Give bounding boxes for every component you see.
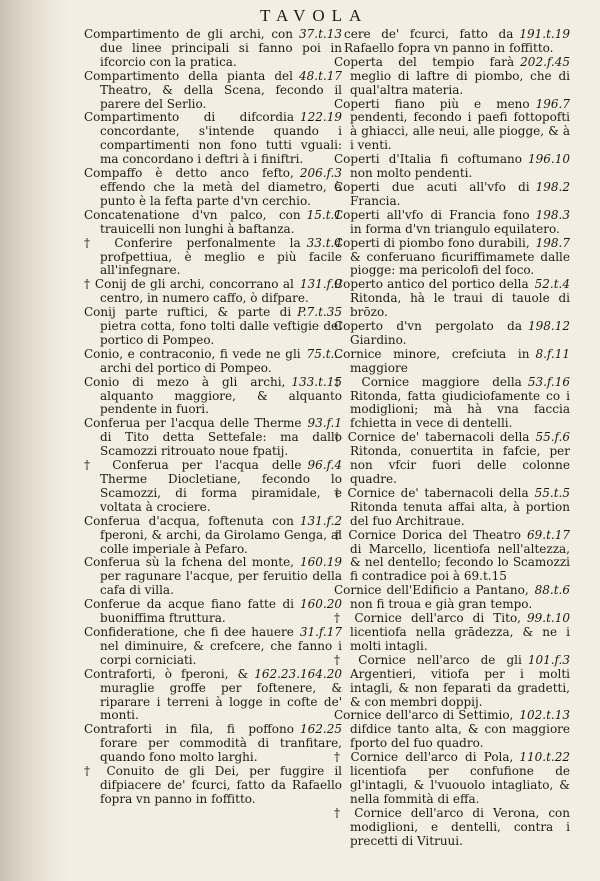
index-entry — [334, 98, 570, 154]
entry-text: Conferua per l'acqua delle Therme di Tito detta Settefale: ma dallo Scamozzi ritrouato noue fpatij. — [84, 416, 342, 459]
page-reference: 96.f.4 — [307, 458, 342, 473]
index-entry — [84, 723, 342, 765]
index-entry — [334, 278, 570, 320]
page-reference: 99.t.10 — [527, 611, 570, 626]
entry-text: Compartimento de gli archi, con due linee principali si fanno poi in ifcorcio con la pratica. — [84, 27, 342, 69]
index-entry — [84, 70, 342, 112]
page-reference: 15.t.1 — [306, 207, 342, 222]
index-entry — [84, 765, 342, 807]
index-entry — [334, 181, 570, 209]
entry-text: † Cornice dell'arco di Pola, licentiofa per confufione de gl'intagli, & l'vuouolo intagliato, & nella fommità di effa. — [334, 750, 570, 806]
page-reference: 110.t.22 — [519, 750, 570, 765]
page-reference: 55.t.5 — [534, 485, 570, 500]
index-entry — [84, 111, 342, 167]
index-entry — [334, 431, 570, 487]
page-reference: 69.t.17 — [527, 527, 570, 542]
running-head: TAVOLA — [260, 6, 369, 25]
entry-text: Conio, e contraconio, fi vede ne gli archi del portico di Pompeo. — [84, 346, 301, 375]
entry-text: † Cornice dell'arco di Verona, con modiglioni, e dentelli, contra i precetti di Vitruui. — [334, 805, 570, 848]
page-reference: 131.f.9 — [299, 277, 342, 292]
index-entry — [334, 807, 570, 849]
entry-text: Conferua d'acqua, foftenuta con fperoni, & archi, da Girolamo Genga, al colle imperiale à Pefaro. — [84, 513, 342, 556]
index-entry — [84, 306, 342, 348]
index-entry — [84, 668, 342, 724]
page-reference: 198.12 — [528, 319, 570, 334]
page-reference: 162.25 — [300, 722, 342, 737]
entry-text: † Conferire perfonalmente la profpettiua, è meglio e più facile all'infegnare. — [84, 235, 342, 278]
index-entry — [84, 556, 342, 598]
entry-text: Coperti d'Italia fi coftumano non molto pendenti. — [334, 152, 522, 181]
page-reference: 93.f.1 — [307, 416, 342, 431]
entry-text: Concatenatione d'vn palco, con trauicelli non lunghi à baftanza. — [84, 207, 301, 236]
index-entry — [84, 417, 342, 459]
page-reference: 131.f.2 — [299, 513, 342, 528]
index-entry — [334, 376, 570, 432]
page-reference: 48.t.17 — [299, 68, 342, 83]
page-reference: 198.7 — [535, 235, 570, 250]
page-reference: 191.t.19 — [519, 27, 570, 41]
index-entry — [334, 56, 570, 98]
index-entry — [84, 626, 342, 668]
entry-text: Conio di mezo à gli archi, alquanto maggiore, & alquanto pendente in fuori. — [84, 374, 342, 417]
entry-text: Compartimento della pianta del Theatro, & della Scena, fecondo il parere del Serlio. — [84, 68, 342, 111]
entry-text: † Cornice dell'arco di Tito, licentiofa nella grādezza, & ne i molti intagli. — [334, 611, 570, 653]
index-entry — [84, 167, 342, 209]
index-entry — [84, 376, 342, 418]
index-entry — [84, 459, 342, 515]
page-reference: 160.20 — [300, 597, 342, 612]
page-reference: 8.f.11 — [535, 346, 570, 361]
entry-text: Confideratione, che fi dee hauere nel diminuire, & crefcere, che fanno i corpi corniciati. — [84, 624, 342, 667]
index-entry — [334, 584, 570, 612]
index-entry — [334, 348, 570, 376]
page-reference: 122.19 — [300, 110, 342, 125]
entry-text: Coperti di piombo fono durabili, & conferuano ficuriffimamete dalle piogge: ma pericolofi del foco. — [334, 235, 570, 278]
index-entry — [334, 153, 570, 181]
page-reference: 75.t... — [306, 346, 342, 361]
entry-text: † Cornice maggiore della Ritonda, fatta giudiciofamente co i modiglioni; mà hà vna faccia fchietta in vece di dentelli. — [334, 374, 570, 431]
entry-text: Coperta del tempio farà meglio di laftre di piombo, che di qual'altra materia. — [334, 54, 570, 97]
page-reference: 101.f.3 — [527, 652, 570, 667]
page-reference: 162.23.164.20 — [254, 666, 342, 681]
entry-text: Conferue da acque fiano fatte di buoniffima ftruttura. — [84, 597, 294, 626]
entry-text: † Conij de gli archi, concorrano al centro, in numero caffo, ò difpare. — [84, 277, 309, 306]
page-reference: 206.f.3 — [299, 166, 342, 181]
page-reference: 53.f.16 — [527, 374, 570, 389]
page-reference: 196.7 — [535, 96, 570, 111]
entry-text: Coperti all'vfo di Francia fono in forma d'vn triangulo equilatero. — [334, 207, 560, 236]
index-column-right — [334, 28, 570, 848]
entry-text: † Cornice de' tabernacoli della Ritonda, conuertita in fafcie, per non vfcir fuori delle colonne quadre. — [334, 430, 570, 486]
page-reference: P.7.t.35 — [297, 305, 342, 320]
entry-text: Coperto d'vn pergolato da Giardino. — [334, 319, 522, 347]
index-entry — [334, 709, 570, 751]
entry-text: † Cornice Dorica del Theatro di Marcello, licentiofa nell'altezza, & nel dentello; fecondo lo Scamozzi fi contradice poi à 69.t.15 — [334, 527, 570, 584]
entry-text: Conij parte ruftici, & parte di pietra cotta, fono tolti dalle veftigie del portico di Pompeo. — [84, 305, 342, 347]
entry-text: Cornice dell'Edificio a Pantano, non fi troua e già gran tempo. — [334, 583, 533, 612]
page-reference: 196.10 — [528, 152, 570, 167]
index-entry — [334, 487, 570, 529]
index-entry — [334, 209, 570, 237]
entry-text: Contraforti, ò fperoni, & muraglie groffe per foftenere, & riparare i terreni à logge in cofte de' monti. — [84, 666, 342, 723]
entry-text: Conferua sù la fchena del monte, per ragunare l'acque, per feruitio della cafa di villa. — [84, 555, 342, 598]
entry-text: Compartimento di difcordia concordante, s'intende quando i compartimenti non fono tutti vguali: ma concordano i deftri à i finiftri. — [84, 110, 342, 167]
page-reference: 198.2 — [535, 179, 570, 194]
index-entry — [84, 278, 342, 306]
entry-text: Compaffo è detto anco fefto, effendo che la metà del diametro, à punto è la fefta parte d'vn cerchio. — [84, 166, 342, 208]
page-reference: 160.19 — [300, 555, 342, 570]
index-entry — [334, 320, 570, 348]
entry-text: cere de' fcurci, fatto da Rafaello fopra vn panno in foffitto. — [344, 27, 554, 55]
page-reference: 202.f.45 — [520, 54, 570, 69]
entry-text: Cornice minore, crefciuta in maggiore — [334, 346, 530, 375]
entry-text: † Cornice nell'arco de gli Argentieri, vitiofa per i molti intagli, & non feparati da gradetti, & con membri doppij. — [334, 652, 570, 709]
index-entry — [84, 237, 342, 279]
page-reference: 88.t.6 — [534, 583, 570, 598]
index-entry — [84, 515, 342, 557]
index-entry — [334, 28, 570, 56]
entry-text: Coperti fiano più e meno pendenti, fecondo i paefi fottopofti à ghiacci, alle neui, alle piogge, & à i venti. — [334, 96, 570, 153]
page-reference: 198.3 — [535, 207, 570, 222]
entry-text: Coperti due acuti all'vfo di Francia. — [334, 179, 530, 208]
entry-text: † Conuito de gli Dei, per fuggire il difpiacere de' fcurci, fatto da Rafaello fopra vn panno in foffitto. — [84, 764, 342, 806]
index-entry — [334, 612, 570, 654]
entry-text: Contraforti in fila, fi poffono forare per commodità di tranfitare, quando fono molto larghi. — [84, 722, 342, 765]
entry-text: Coperto antico del portico della Ritonda, hà le traui di tauole di brōzo. — [334, 277, 570, 320]
index-entry — [84, 209, 342, 237]
binding-shadow — [0, 0, 70, 881]
index-entry — [334, 529, 570, 585]
index-column-left — [84, 28, 342, 807]
entry-text: † Conferua per l'acqua delle Therme Diocletiane, fecondo lo Scamozzi, di forma piramidale, e voltata à crociere. — [84, 458, 342, 514]
entry-text: † Cornice de' tabernacoli della Ritonda tenuta affai alta, à portion del fuo Architraue. — [334, 485, 570, 528]
page-reference: 37.t.13 — [299, 27, 342, 41]
index-entry — [334, 751, 570, 807]
page-reference: 133.t.15 — [291, 374, 342, 389]
page-reference: 55.f.6 — [535, 430, 570, 445]
index-entry — [84, 348, 342, 376]
page-reference: 52.t.4 — [534, 277, 570, 292]
index-entry — [334, 654, 570, 710]
page-reference: 31.f.17 — [299, 624, 342, 639]
page-reference: 33.t.4 — [306, 235, 342, 250]
index-entry — [334, 237, 570, 279]
page-reference: 102.t.13 — [519, 708, 570, 723]
entry-text: Cornice dell'arco di Settimio, difdice tanto alta, & con maggiore fporto del fuo quadro. — [334, 708, 570, 751]
index-entry — [84, 28, 342, 70]
index-entry — [84, 598, 342, 626]
